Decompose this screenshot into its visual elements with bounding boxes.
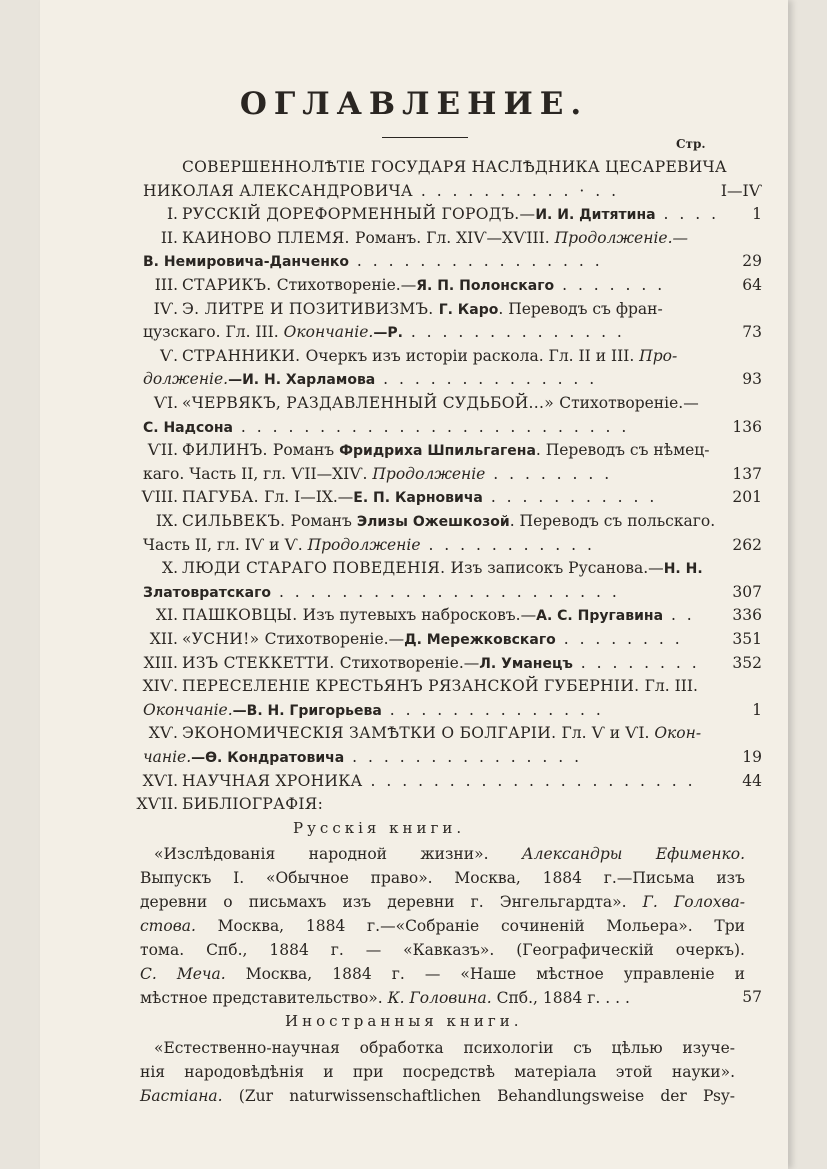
entry-text: Продолженіе (307, 535, 421, 554)
entry-page-number: 93 (742, 370, 762, 389)
entry-number: XII. (149, 630, 178, 648)
paragraph-line (140, 1060, 735, 1084)
paragraph-line (140, 842, 745, 866)
entry-page-number: 307 (732, 582, 762, 601)
toc-entry-line (40, 227, 788, 249)
toc-entry-line (40, 793, 788, 815)
page-title: ОГЛАВЛЕНИЕ. (239, 86, 589, 122)
entry-text: К. Головина. (387, 988, 492, 1007)
entry-text: деревни о письмахъ изъ деревни г. Энгельгардта». (140, 892, 643, 911)
entry-title (143, 699, 604, 722)
entry-text: «УСНИ!» (182, 630, 265, 648)
entry-text: Г. Голохва- (642, 892, 746, 911)
entry-title (143, 581, 620, 604)
entry-page-number: 1 (752, 700, 762, 719)
entry-text: ЛЮДИ СТАРАГО ПОВЕДЕНІЯ. (182, 559, 451, 578)
page (40, 0, 788, 1169)
author-name: А. С. Пругавина (536, 608, 664, 625)
leader-dots: . . . . . . . . . . . (482, 488, 658, 507)
entry-number: ѴIII. (141, 488, 178, 507)
entry-text: Москва, 1884 г. — «Наше мѣстное управленіе и (225, 964, 745, 983)
toc-entry-line (40, 203, 788, 225)
entry-text: Стихотвореніе.— (264, 630, 405, 648)
toc-entry-line (40, 534, 788, 556)
entry-page-number: 57 (742, 987, 762, 1006)
entry-page-number: 352 (732, 653, 762, 672)
entry-page-number: 44 (742, 771, 762, 790)
toc-entry-line (40, 321, 788, 343)
entry-number: XI. (155, 606, 178, 625)
entry-title (182, 227, 688, 249)
entry-title (182, 770, 696, 792)
entry-text: ФИЛИНЪ. (182, 441, 273, 460)
leader-dots: . . . . . . . . . . . . . . . . (349, 252, 603, 271)
foreign-books-heading: Иностранныя книги. (285, 1011, 523, 1030)
entry-text: «Изслѣдованія народной жизни». (154, 844, 522, 863)
entry-title (182, 439, 710, 462)
entry-text: Москва, 1884 г.—«Собраніе сочиненій Мольера». Три (195, 916, 745, 935)
entry-title (182, 203, 719, 226)
entry-number: IX. (155, 512, 178, 530)
toc-entry-line (40, 416, 788, 438)
entry-title (143, 180, 619, 202)
entry-text: Спб., 1884 г. . . . (491, 988, 630, 1007)
leader-dots: . . (663, 606, 695, 625)
leader-dots: . . . . . . . . . . . . . . . . . . . . . (362, 771, 696, 790)
entry-text: Продолженіе (372, 464, 486, 483)
paragraph-line (140, 938, 745, 962)
entry-text: Романъ. Гл. XIѴ—XѴIII. (355, 228, 555, 247)
entry-page-number: 64 (742, 276, 762, 294)
leader-dots: . . . . . . . . (572, 653, 700, 672)
entry-text: Стихотвореніе.— (339, 653, 480, 672)
entry-text: Бастіана. (140, 1086, 223, 1105)
entry-text: НИКОЛАЯ АЛЕКСАНДРОВИЧА (143, 181, 413, 200)
leader-dots: . . . . . . . (554, 276, 666, 294)
entry-number: Ѵ. (159, 346, 178, 365)
entry-page-number: 29 (742, 252, 762, 271)
entry-title (143, 416, 629, 439)
toc-entry-line (40, 722, 788, 744)
entry-text: . Переводъ съ польскаго. (509, 512, 716, 530)
entry-title (182, 274, 665, 297)
entry-title (143, 321, 625, 344)
entry-text: Продолженіе.— (554, 228, 688, 247)
author-name: —Р. (373, 325, 403, 342)
entry-text: чаніе. (143, 748, 192, 766)
toc-entry-line (40, 156, 788, 178)
toc-entry-line (40, 770, 788, 792)
entry-title (182, 628, 683, 651)
entry-title (182, 652, 700, 675)
entry-text: СТРАННИКИ. (182, 346, 306, 365)
entry-text: Стихотвореніе.— (559, 394, 699, 412)
entry-text: Окон- (654, 724, 702, 743)
entry-text: «Естественно-научная обработка психологіи съ цѣлью изуче- (154, 1038, 735, 1057)
author-name: Г. Каро (438, 301, 499, 318)
entry-text: ЭКОНОМИЧЕСКІЯ ЗАМѢТКИ О БОЛГАРІИ. (182, 724, 562, 743)
entry-text: стова. (140, 916, 196, 935)
entry-text: Гл. III. (644, 677, 698, 696)
russian-books-heading: Русскія книги. (293, 818, 466, 837)
toc-entry-line (40, 463, 788, 485)
entry-text: РУССКІЙ ДОРЕФОРМЕННЫЙ ГОРОДЪ.— (182, 205, 536, 224)
author-name: С. Надсона (143, 419, 233, 436)
leader-dots: . . . . . . . . . . . (420, 535, 595, 554)
entry-text: Часть II, гл. IѴ и Ѵ. (143, 535, 308, 554)
entry-number: XIѴ. (142, 677, 178, 696)
entry-text: Романъ (290, 512, 357, 530)
author-name: Д. Мережковскаго (404, 632, 556, 648)
leader-dots: . . . . . . . . . . . . . . . . . . . . . . (271, 582, 620, 601)
author-name: И. И. Дитятина (535, 207, 656, 224)
entry-title (143, 746, 582, 769)
entry-text: ИЗЪ СТЕККЕТТИ. (182, 653, 340, 672)
entry-number: X. (162, 559, 178, 578)
entry-text: ПАШКОВЦЫ. (182, 606, 303, 625)
toc-entry-line (40, 368, 788, 390)
entry-title (182, 557, 703, 580)
toc-entry-line (40, 345, 788, 367)
entry-text: Гл. I—IX.— (264, 488, 354, 507)
paragraph-line (140, 866, 745, 890)
toc-entry-line (40, 510, 788, 532)
author-name: Златовратскаго (143, 584, 272, 601)
entry-title (182, 793, 323, 815)
entry-text: Стихотвореніе.— (276, 276, 417, 294)
entry-text: ПЕРЕСЕЛЕНІЕ КРЕСТЬЯНЪ РЯЗАНСКОЙ ГУБЕРНІИ. (182, 677, 645, 696)
author-name: —И. Н. Харламова (228, 372, 376, 389)
entry-text: «ЧЕРВЯКЪ, РАЗДАВЛЕННЫЙ СУДЬБОЙ...» (182, 394, 560, 412)
entry-number: ѴII. (147, 441, 178, 460)
entry-text: СОВЕРШЕННОЛѢТІЕ ГОСУДАРЯ НАСЛѢДНИКА ЦЕСАРЕВИЧА (182, 158, 727, 176)
entry-text: СИЛЬВЕКЪ. (182, 512, 291, 530)
leader-dots: . . . . . . . . . . . . . . . (344, 748, 583, 766)
entry-number: XIII. (143, 653, 178, 672)
entry-text: НАУЧНАЯ ХРОНИКА (182, 771, 363, 790)
entry-text: Изъ путевыхъ набросковъ.— (302, 606, 537, 625)
entry-title (182, 486, 657, 509)
toc-entry-line (40, 746, 788, 768)
entry-title (143, 534, 595, 556)
entry-page-number: I—IѴ (720, 181, 762, 200)
leader-dots: . . . . (655, 205, 720, 224)
entry-number: II. (160, 228, 178, 247)
entry-text: . Переводъ съ нѣмец- (535, 441, 710, 460)
foreign-books-paragraph (140, 1036, 735, 1108)
entry-text: С. Меча. (140, 964, 226, 983)
paragraph-line (140, 890, 745, 914)
leader-dots: . . . . . . . . . . . . . . (381, 700, 604, 719)
author-name: Е. П. Карновича (353, 490, 483, 507)
entry-page-number: 262 (732, 535, 762, 554)
leader-dots: . . . . . . . . . . . . . . (375, 370, 598, 389)
toc-entry-line (40, 628, 788, 650)
author-name: Л. Уманецъ (479, 655, 573, 672)
entry-text: Изъ записокъ Русанова.— (450, 559, 664, 578)
toc-entry-line (40, 581, 788, 603)
paragraph-line (140, 1084, 735, 1108)
author-name: Н. Н. (663, 561, 703, 578)
entry-number: I. (166, 205, 178, 224)
entry-text: Про- (639, 346, 678, 365)
entry-page-number: 73 (742, 323, 762, 342)
title-rule (382, 137, 468, 138)
entry-text: цузскаго. Гл. III. (143, 323, 284, 342)
page-column-label: Стр. (676, 137, 706, 151)
author-name: Элизы Ожешкозой (356, 514, 510, 530)
entry-text: Э. ЛИТРЕ И ПОЗИТИВИЗМЪ. (182, 299, 439, 318)
toc-entry-line (40, 604, 788, 626)
entry-text: Выпускъ I. «Обычное право». Москва, 1884 г.—Письма изъ (140, 868, 745, 887)
toc-entry-line (40, 250, 788, 272)
russian-books-paragraph (140, 842, 745, 1010)
author-name: В. Немировича-Данченко (143, 254, 349, 271)
entry-title (182, 156, 727, 178)
author-name: —Ѳ. Кондратовича (191, 750, 345, 766)
entry-page-number: 137 (732, 464, 762, 483)
entry-number: III. (154, 276, 178, 294)
entry-title (182, 298, 663, 321)
entry-text: КАИНОВО ПЛЕМЯ. (182, 228, 356, 247)
toc-entry-line (40, 180, 788, 202)
toc-entry-line (40, 439, 788, 461)
toc-entry-line (40, 274, 788, 296)
author-name: Я. П. Полонскаго (416, 278, 555, 294)
entry-title (182, 604, 695, 627)
entry-number: XѴII. (136, 795, 178, 814)
toc-entry-line (40, 392, 788, 414)
entry-title (182, 722, 701, 744)
entry-text: Гл. Ѵ и ѴI. (561, 724, 655, 743)
entry-page-number: 136 (732, 417, 762, 436)
entry-number: ѴI. (153, 394, 178, 412)
author-name: Фридриха Шпильгагена (339, 443, 536, 460)
leader-dots: . . . . . . . . (485, 464, 613, 483)
entry-title (143, 368, 597, 391)
entry-text: Очеркъ изъ исторіи раскола. Гл. II и III. (305, 346, 640, 365)
entry-title (182, 345, 677, 367)
toc-entry-line (40, 652, 788, 674)
entry-page-number: 1 (752, 205, 762, 224)
entry-title (182, 675, 698, 697)
author-name: —В. Н. Григорьева (232, 702, 382, 719)
entry-text: Окончаніе. (143, 700, 233, 719)
entry-page-number: 351 (732, 630, 762, 648)
leader-dots: . . . . . . . . . . · . . (412, 181, 620, 200)
leader-dots: . . . . . . . . . . . . . . (402, 323, 625, 342)
paragraph-line (140, 914, 745, 938)
entry-text: БИБЛІОГРАФІЯ: (182, 795, 324, 814)
leader-dots: . . . . . . . . (555, 630, 683, 648)
entry-text: . Переводъ съ фран- (498, 299, 663, 318)
entry-title (143, 463, 612, 485)
entry-title (182, 510, 715, 533)
entry-page-number: 19 (742, 748, 762, 766)
entry-page-number: 336 (732, 606, 762, 625)
entry-text: (Zur naturwissenschaftlichen Behandlungsweise der Psy- (222, 1086, 735, 1105)
entry-text: каго. Часть II, гл. ѴII—XIѴ. (143, 464, 373, 483)
paragraph-line (140, 962, 745, 986)
entry-number: XѴ. (148, 724, 178, 743)
entry-text: ПАГУБА. (182, 488, 265, 507)
entry-title (182, 392, 699, 414)
toc-entry-line (40, 486, 788, 508)
entry-text: Окончаніе. (283, 323, 374, 342)
paragraph-line (140, 1036, 735, 1060)
entry-number: IѴ. (153, 299, 178, 318)
entry-text: долженіе. (143, 370, 229, 389)
entry-text: Александры Ефименко. (521, 844, 745, 863)
entry-page-number: 201 (732, 488, 762, 507)
entry-number: XѴI. (142, 771, 178, 790)
leader-dots: . . . . . . . . . . . . . . . . . . . . . . . . . (232, 417, 630, 436)
entry-text: тома. Спб., 1884 г. — «Кавказъ». (Географическій очеркъ). (140, 940, 745, 959)
russian-books-page-number (40, 986, 788, 1008)
entry-text: СТАРИКЪ. (182, 276, 277, 294)
toc-entry-line (40, 557, 788, 579)
entry-text: нія народовѣдѣнія и при посредствѣ матеріала этой науки». (140, 1062, 735, 1081)
entry-text: Романъ (272, 441, 340, 460)
entry-title (143, 250, 603, 273)
toc-entry-line (40, 298, 788, 320)
toc-entry-line (40, 675, 788, 697)
toc-entry-line (40, 699, 788, 721)
entry-text: мѣстное представительство». (140, 988, 388, 1007)
